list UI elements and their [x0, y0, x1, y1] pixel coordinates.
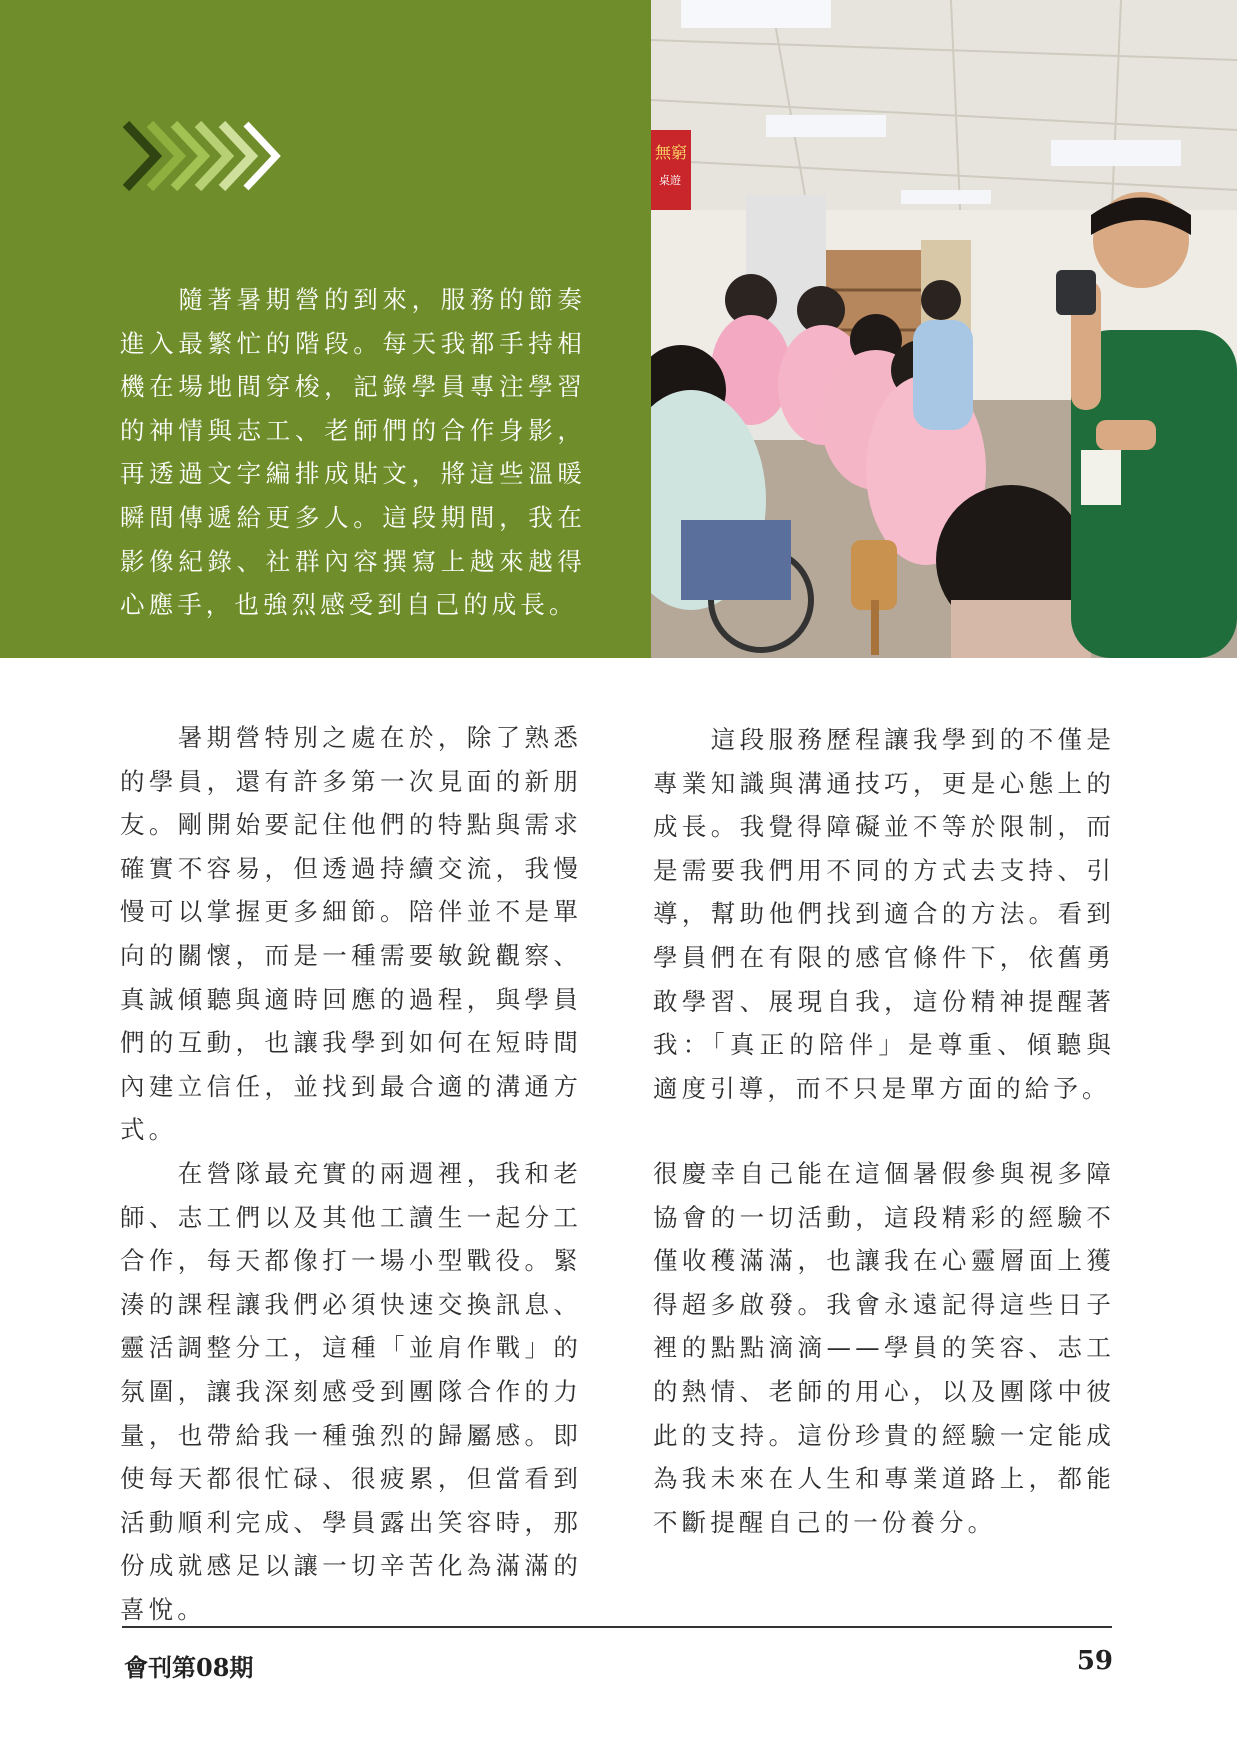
banner-text: 無窮	[655, 143, 688, 162]
classroom-photo-illustration	[651, 0, 1237, 658]
footer-divider	[122, 1626, 1112, 1628]
chevron-arrows-icon	[122, 120, 282, 192]
right-paragraph-2: 很慶幸自己能在這個暑假參與視多障協會的一切活動，這段精彩的經驗不僅收穫滿滿，也讓我在心靈層面上獲得超多啟發。我會永遠記得這些日子裡的點點滴滴——學員的笑容、志工的熱情、老師的用心，以及團隊中彼此的支持。這份珍貴的經驗一定能成為我未來在人生和專業道路上，都能不斷提醒自己的一份養分。	[653, 1159, 1115, 1537]
banner-sub-text: 桌遊	[659, 174, 681, 187]
event-photo	[651, 0, 1237, 658]
left-paragraph-2: 在營隊最充實的兩週裡，我和老師、志工們以及其他工讀生一起分工合作，每天都像打一場小型戰役。緊湊的課程讓我們必須快速交換訊息、靈活調整分工，這種「並肩作戰」的氛圍，讓我深刻感受到團隊合作的力量，也帶給我一種強烈的歸屬感。即使每天都很忙碌、很疲累，但當看到活動順利完成、學員露出笑容時，那份成就感足以讓一切辛苦化為滿滿的喜悅。	[120, 1159, 582, 1624]
left-paragraph-1: 暑期營特別之處在於，除了熟悉的學員，還有許多第一次見面的新朋友。剛開始要記住他們的特點與需求確實不容易，但透過持續交流，我慢慢可以掌握更多細節。陪伴並不是單向的關懷，而是一種需要敏銳觀察、真誠傾聽與適時回應的過程，與學員們的互動，也讓我學到如何在短時間內建立信任，並找到最合適的溝通方式。	[120, 723, 582, 1145]
page-number: 59	[1076, 1646, 1113, 1676]
intro-paragraph: 隨著暑期營的到來，服務的節奏進入最繁忙的階段。每天我都手持相機在場地間穿梭，記錄學員專注學習的神情與志工、老師們的合作身影，再透過文字編排成貼文，將這些溫暖瞬間傳遞給更多人。這段期間，我在影像紀錄、社群內容撰寫上越來越得心應手，也強烈感受到自己的成長。	[120, 285, 586, 620]
right-paragraph-1: 這段服務歷程讓我學到的不僅是專業知識與溝通技巧，更是心態上的成長。我覺得障礙並不等於限制，而是需要我們用不同的方式去支持、引導，幫助他們找到適合的方法。看到學員們在有限的感官條件下，依舊勇敢學習、展現自我，這份精神提醒著我：「真正的陪伴」是尊重、傾聽與適度引導，而不只是單方面的給予。	[653, 725, 1115, 1103]
footer-issue-title: 會刊第08期	[124, 1653, 254, 1682]
